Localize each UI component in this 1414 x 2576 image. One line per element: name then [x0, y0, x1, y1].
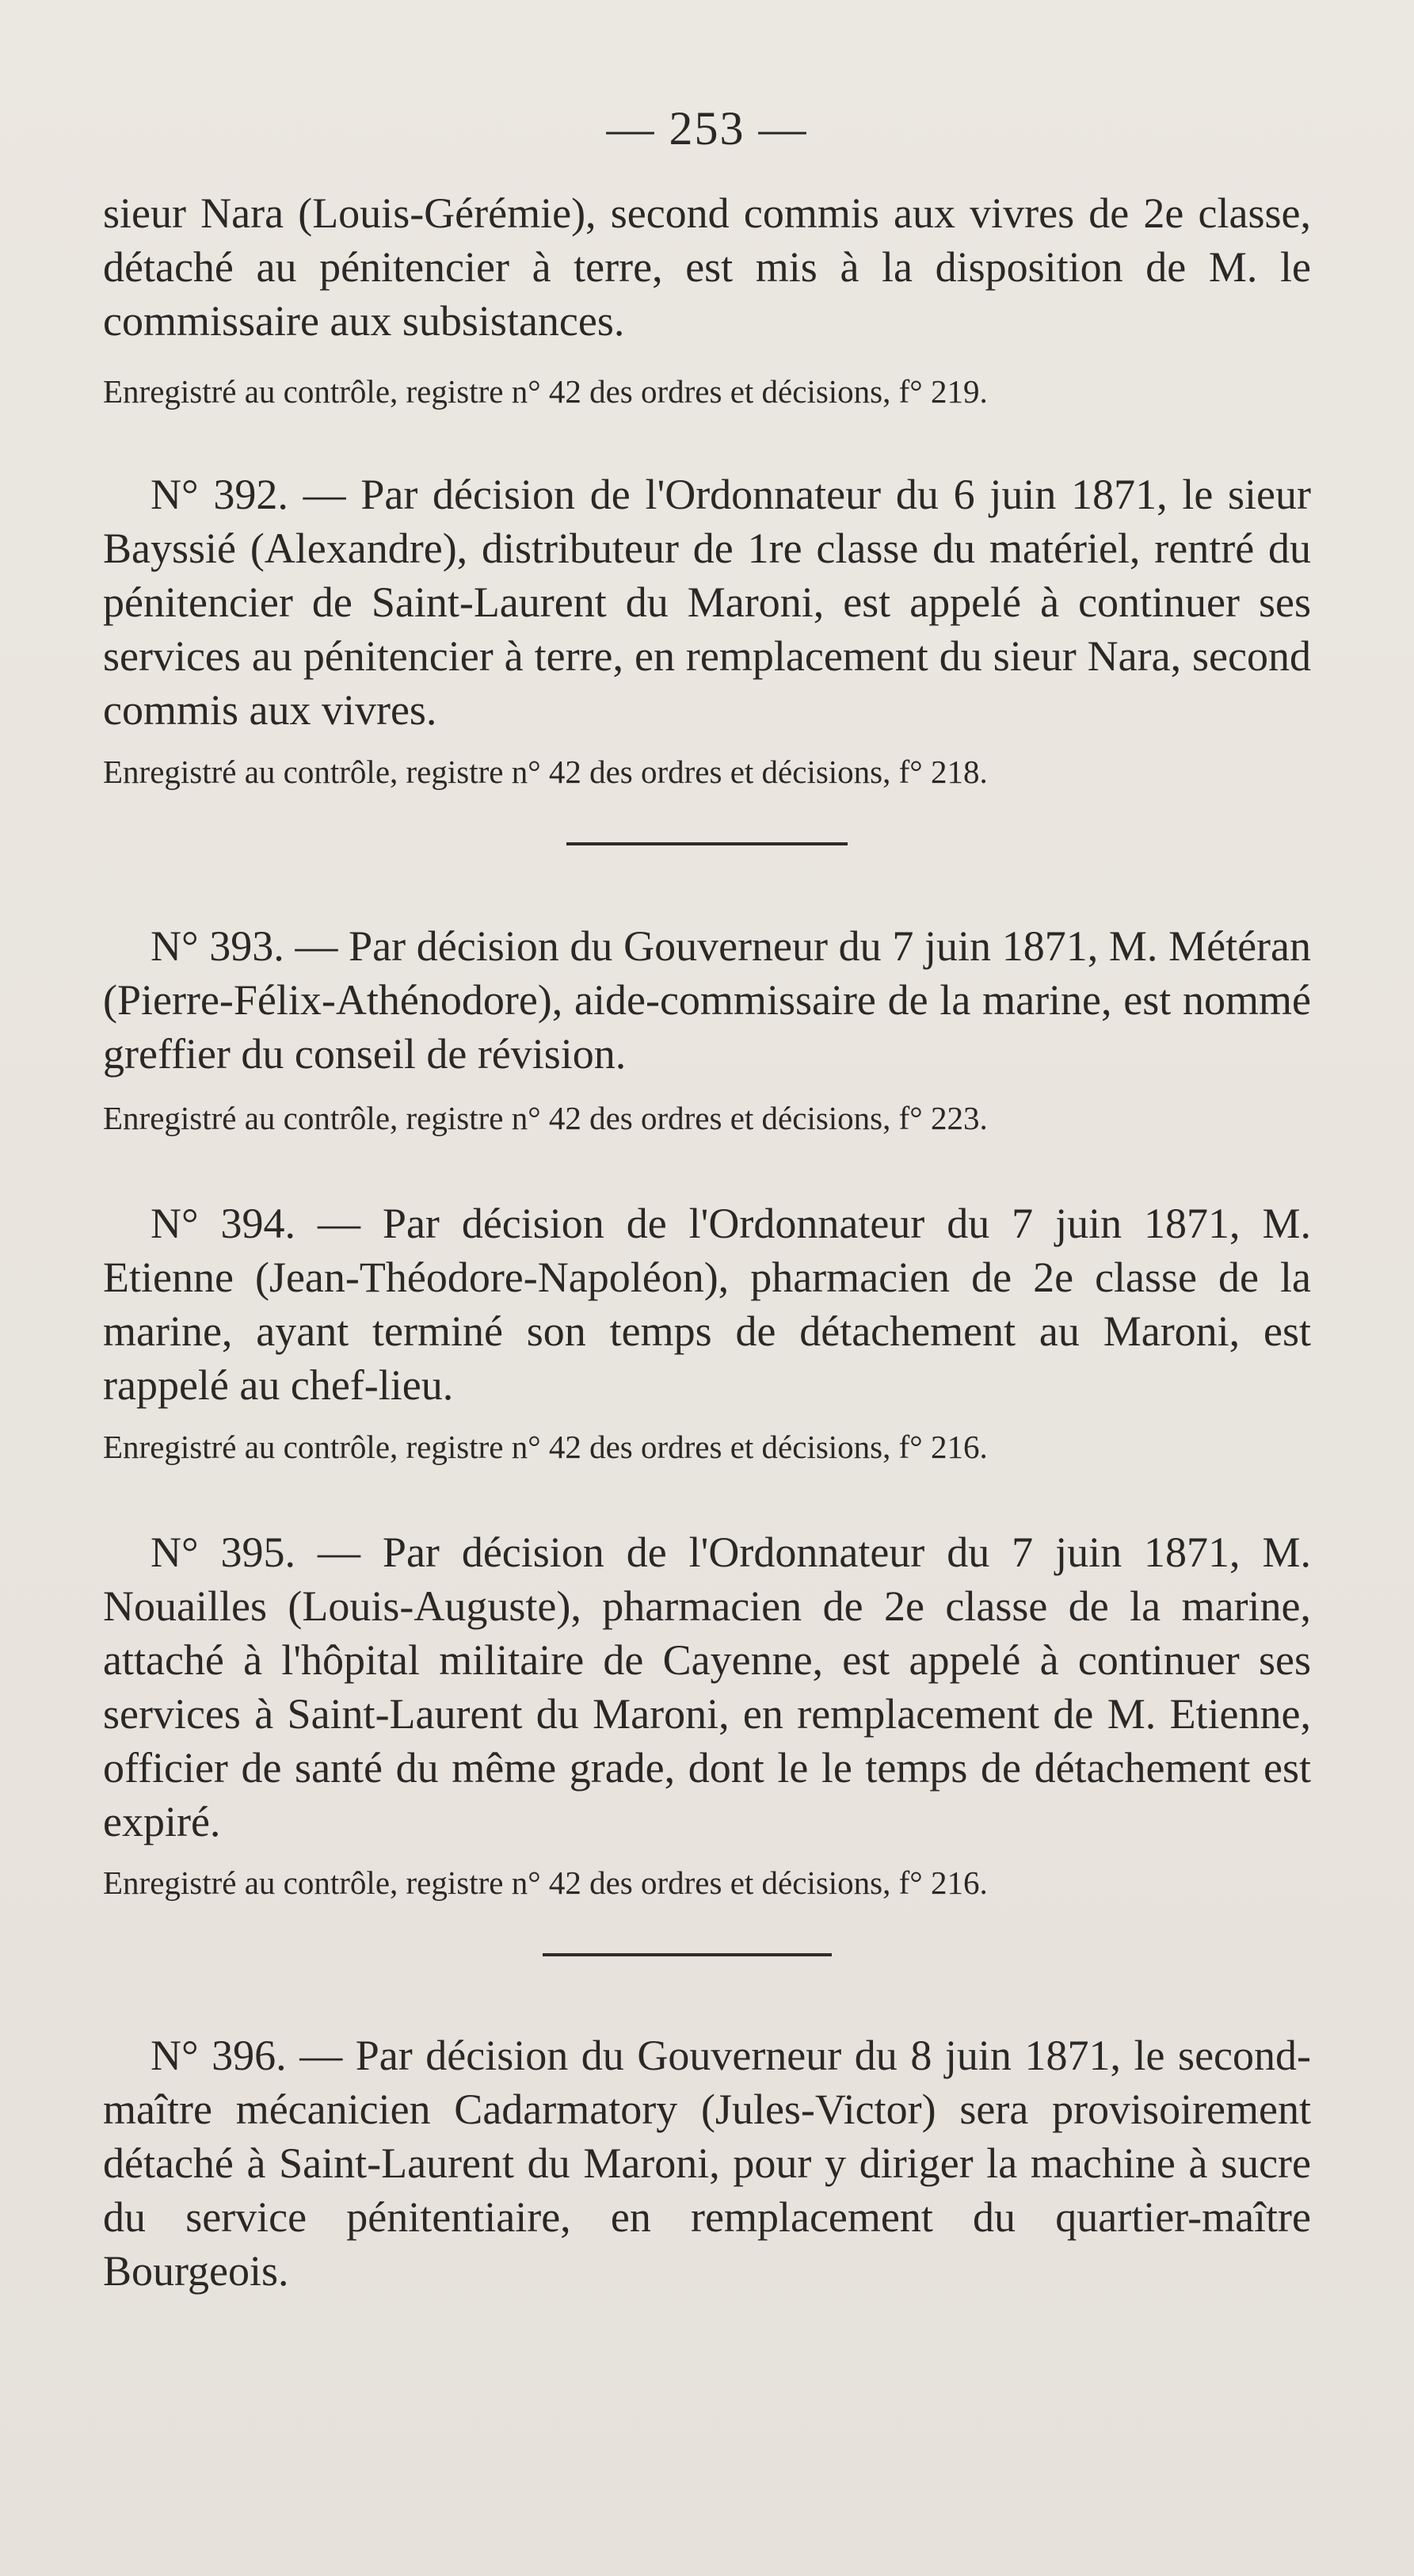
section-divider: [566, 842, 848, 845]
paragraph-393: N° 393. — Par décision du Gouverneur du 7 juin 1871, M. Météran (Pierre-Félix-Athénodore), aide-commissaire de la marine, est nommé greffier du conseil de révision.: [103, 922, 1311, 1078]
registration-note: Enregistré au contrôle, registre n° 42 des ordres et décisions, f° 216.: [103, 1429, 988, 1465]
paragraph-continuation: sieur Nara (Louis-Gérémie), second commis aux vivres de 2e classe, détaché au pénitencier à terre, est mis à la disposition de M. le commissaire aux subsistances.: [103, 189, 1311, 345]
section-divider: [543, 1953, 832, 1956]
paragraph-394: N° 394. — Par décision de l'Ordonnateur du 7 juin 1871, M. Etienne (Jean-Théodore-Napoléon), pharmacien de 2e classe de la marine, ayant terminé son temps de détachement au Maroni, est rappelé au chef-lieu.: [103, 1200, 1311, 1409]
registration-note: Enregistré au contrôle, registre n° 42 des ordres et décisions, f° 223.: [103, 1100, 988, 1136]
paragraph-395: N° 395. — Par décision de l'Ordonnateur du 7 juin 1871, M. Nouailles (Louis-Auguste), pharmacien de 2e classe de la marine, attaché à l'hôpital militaire de Cayenne, est appelé à continuer ses services à Saint-Laurent du Maroni, en remplacement de M. Etienne, officier de santé du même grade, dont le le temps de détachement est expiré.: [103, 1528, 1311, 1845]
registration-note: Enregistré au contrôle, registre n° 42 des ordres et décisions, f° 219.: [103, 373, 988, 410]
registration-note: Enregistré au contrôle, registre n° 42 des ordres et décisions, f° 218.: [103, 754, 988, 790]
paragraph-396: N° 396. — Par décision du Gouverneur du 8 juin 1871, le second-maître mécanicien Cadarmatory (Jules-Victor) sera provisoirement détaché à Saint-Laurent du Maroni, pour y diriger la machine à sucre du service pénitentiaire, en remplacement du quartier-maître Bourgeois.: [103, 2032, 1311, 2295]
page-number: — 253 —: [606, 102, 808, 155]
paragraph-392: N° 392. — Par décision de l'Ordonnateur du 6 juin 1871, le sieur Bayssié (Alexandre), distributeur de 1re classe du matériel, rentré du pénitencier de Saint-Laurent du Maroni, est appelé à continuer ses services au pénitencier à terre, en remplacement du sieur Nara, second commis aux vivres.: [103, 471, 1311, 734]
registration-note: Enregistré au contrôle, registre n° 42 des ordres et décisions, f° 216.: [103, 1864, 988, 1901]
